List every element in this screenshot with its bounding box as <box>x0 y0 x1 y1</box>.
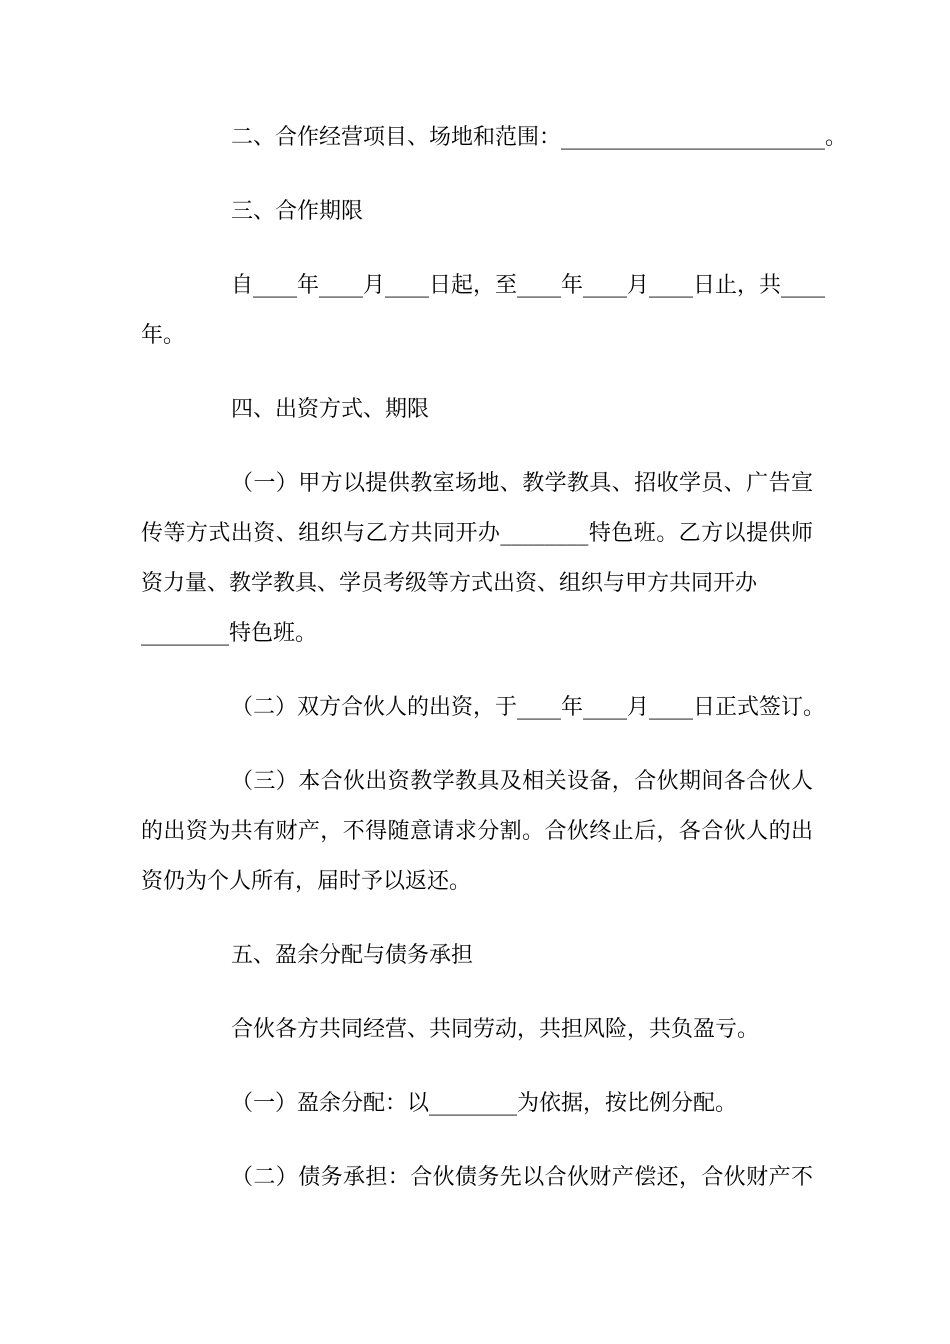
clause-4-heading: 四、出资方式、期限 <box>231 397 430 422</box>
clause-4-3-line-3: 资仍为个人所有，届时予以返还。 <box>141 869 472 894</box>
clause-2-scope: 二、合作经营项目、场地和范围：________________________。 <box>231 125 848 150</box>
clause-5-intro: 合伙各方共同经营、共同劳动，共担风险，共负盈亏。 <box>231 1017 760 1042</box>
clause-4-1-line-4: ________特色班。 <box>141 621 318 646</box>
clause-4-2: （二）双方合伙人的出资，于____年____月____日正式签订。 <box>231 695 826 720</box>
clause-4-1-line-2: 传等方式出资、组织与乙方共同开办________特色班。乙方以提供师 <box>141 521 813 546</box>
clause-5-1: （一）盈余分配：以________为依据，按比例分配。 <box>231 1091 738 1116</box>
clause-5-2-line-1: （二）债务承担：合伙债务先以合伙财产偿还，合伙财产不 <box>231 1165 813 1190</box>
clause-4-3-line-2: 的出资为共有财产，不得随意请求分割。合伙终止后，各合伙人的出 <box>141 819 813 844</box>
clause-4-3-line-1: （三）本合伙出资教学教具及相关设备，合伙期间各合伙人 <box>231 769 813 794</box>
clause-3-term-line-2: 年。 <box>141 323 186 348</box>
clause-3-heading: 三、合作期限 <box>231 199 364 224</box>
clause-3-term-line-1: 自____年____月____日起，至____年____月____日止，共____ <box>231 273 826 298</box>
clause-5-heading: 五、盈余分配与债务承担 <box>231 943 474 968</box>
clause-4-1-line-3: 资力量、教学教具、学员考级等方式出资、组织与甲方共同开办 <box>141 571 758 596</box>
clause-4-1-line-1: （一）甲方以提供教室场地、教学教具、招收学员、广告宣 <box>231 471 813 496</box>
